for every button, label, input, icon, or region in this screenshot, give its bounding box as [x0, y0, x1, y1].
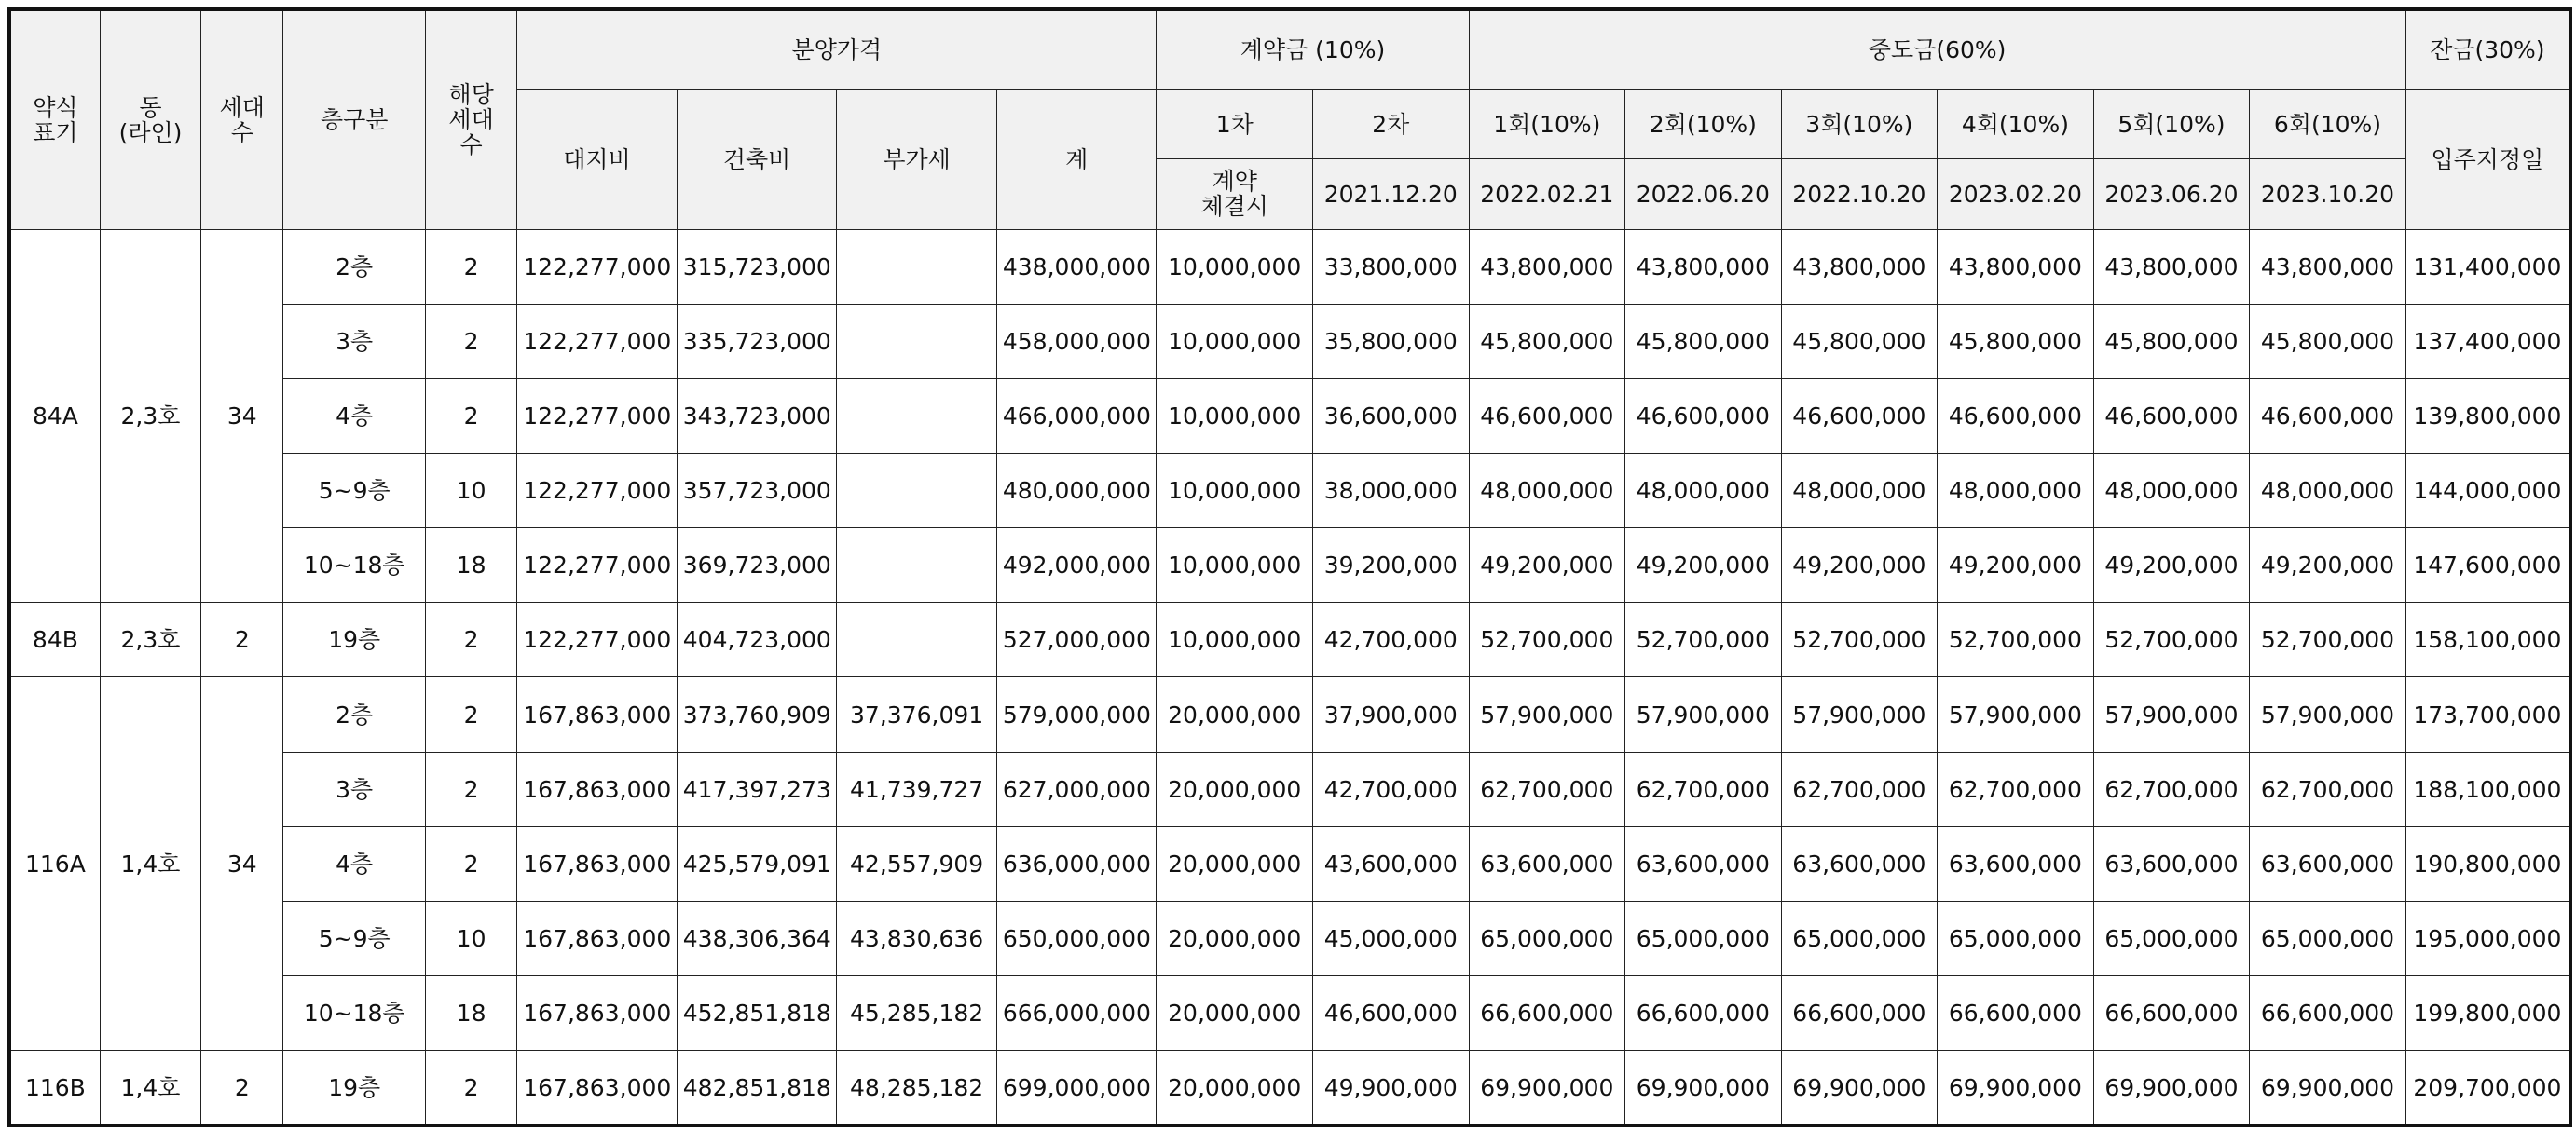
land-cell: 122,277,000	[517, 528, 678, 603]
unit-type-cell: 116B	[9, 1051, 100, 1125]
vat-cell	[837, 603, 997, 677]
header-floor: 층구분	[283, 9, 425, 229]
total-cell: 466,000,000	[996, 378, 1157, 453]
land-cell: 122,277,000	[517, 304, 678, 378]
units-cell: 2	[425, 826, 516, 901]
header-total: 계	[996, 89, 1157, 229]
building-cell: 482,851,818	[677, 1051, 837, 1125]
households-cell: 2	[201, 603, 283, 677]
m2-cell: 49,200,000	[1625, 528, 1782, 603]
dep1-cell: 20,000,000	[1157, 677, 1313, 752]
building-cell: 335,723,000	[677, 304, 837, 378]
m3-cell: 62,700,000	[1781, 752, 1938, 826]
m4-cell: 46,600,000	[1938, 378, 2094, 453]
header-building: 건축비	[677, 89, 837, 229]
floor-cell: 3층	[283, 752, 425, 826]
m3-cell: 63,600,000	[1781, 826, 1938, 901]
header-middle-payment: 중도금(60%)	[1469, 9, 2405, 89]
table-row	[9, 976, 2570, 1051]
dep1-cell: 20,000,000	[1157, 901, 1313, 975]
m2-cell: 45,800,000	[1625, 304, 1782, 378]
m6-cell: 57,900,000	[2250, 677, 2406, 752]
total-cell: 438,000,000	[996, 229, 1157, 304]
total-cell: 636,000,000	[996, 826, 1157, 901]
dep1-cell: 10,000,000	[1157, 378, 1313, 453]
header-middle-5: 5회(10%)	[2093, 89, 2250, 158]
m4-cell: 49,200,000	[1938, 528, 2094, 603]
land-cell: 167,863,000	[517, 901, 678, 975]
total-cell: 650,000,000	[996, 901, 1157, 975]
balance-cell: 158,100,000	[2405, 603, 2570, 677]
m4-cell: 52,700,000	[1938, 603, 2094, 677]
building-cell: 369,723,000	[677, 528, 837, 603]
m2-cell: 66,600,000	[1625, 976, 1782, 1051]
m3-cell: 69,900,000	[1781, 1051, 1938, 1125]
vat-cell	[837, 528, 997, 603]
m3-cell: 48,000,000	[1781, 453, 1938, 527]
vat-cell: 48,285,182	[837, 1051, 997, 1125]
m5-cell: 62,700,000	[2093, 752, 2250, 826]
balance-cell: 139,800,000	[2405, 378, 2570, 453]
dep2-cell: 46,600,000	[1313, 976, 1470, 1051]
dep1-cell: 10,000,000	[1157, 304, 1313, 378]
units-cell: 18	[425, 528, 516, 603]
units-cell: 2	[425, 229, 516, 304]
header-middle-3-date: 2022.10.20	[1781, 158, 1938, 229]
m3-cell: 45,800,000	[1781, 304, 1938, 378]
table-row	[9, 528, 2570, 603]
m2-cell: 46,600,000	[1625, 378, 1782, 453]
m5-cell: 63,600,000	[2093, 826, 2250, 901]
header-middle-6: 6회(10%)	[2250, 89, 2406, 158]
units-cell: 2	[425, 677, 516, 752]
m6-cell: 65,000,000	[2250, 901, 2406, 975]
m6-cell: 46,600,000	[2250, 378, 2406, 453]
dep1-cell: 20,000,000	[1157, 1051, 1313, 1125]
header-middle-2-date: 2022.06.20	[1625, 158, 1782, 229]
dong-cell: 2,3호	[100, 229, 200, 603]
balance-cell: 209,700,000	[2405, 1051, 2570, 1125]
units-cell: 2	[425, 603, 516, 677]
header-middle-5-date: 2023.06.20	[2093, 158, 2250, 229]
header-middle-1: 1회(10%)	[1469, 89, 1625, 158]
dep2-cell: 38,000,000	[1313, 453, 1470, 527]
m3-cell: 65,000,000	[1781, 901, 1938, 975]
m6-cell: 43,800,000	[2250, 229, 2406, 304]
building-cell: 452,851,818	[677, 976, 837, 1051]
units-cell: 2	[425, 378, 516, 453]
table-row	[9, 378, 2570, 453]
unit-type-cell: 84B	[9, 603, 100, 677]
m6-cell: 66,600,000	[2250, 976, 2406, 1051]
total-cell: 458,000,000	[996, 304, 1157, 378]
header-middle-3: 3회(10%)	[1781, 89, 1938, 158]
m1-cell: 49,200,000	[1469, 528, 1625, 603]
header-balance-when: 입주지정일	[2405, 89, 2570, 229]
m4-cell: 65,000,000	[1938, 901, 2094, 975]
table-row	[9, 229, 2570, 304]
units-cell: 10	[425, 901, 516, 975]
dep1-cell: 20,000,000	[1157, 752, 1313, 826]
building-cell: 404,723,000	[677, 603, 837, 677]
units-cell: 18	[425, 976, 516, 1051]
total-cell: 627,000,000	[996, 752, 1157, 826]
units-cell: 2	[425, 752, 516, 826]
balance-cell: 199,800,000	[2405, 976, 2570, 1051]
households-cell: 34	[201, 229, 283, 603]
m2-cell: 57,900,000	[1625, 677, 1782, 752]
m2-cell: 52,700,000	[1625, 603, 1782, 677]
balance-cell: 137,400,000	[2405, 304, 2570, 378]
floor-cell: 10~18층	[283, 976, 425, 1051]
header-middle-4-date: 2023.02.20	[1938, 158, 2094, 229]
building-cell: 417,397,273	[677, 752, 837, 826]
header-deposit-2: 2차	[1313, 89, 1470, 158]
balance-cell: 131,400,000	[2405, 229, 2570, 304]
total-cell: 480,000,000	[996, 453, 1157, 527]
unit-type-cell: 116A	[9, 677, 100, 1051]
m1-cell: 63,600,000	[1469, 826, 1625, 901]
header-middle-2: 2회(10%)	[1625, 89, 1782, 158]
total-cell: 492,000,000	[996, 528, 1157, 603]
table-row	[9, 901, 2570, 975]
m3-cell: 49,200,000	[1781, 528, 1938, 603]
total-cell: 579,000,000	[996, 677, 1157, 752]
m1-cell: 46,600,000	[1469, 378, 1625, 453]
m2-cell: 69,900,000	[1625, 1051, 1782, 1125]
floor-cell: 19층	[283, 1051, 425, 1125]
vat-cell: 41,739,727	[837, 752, 997, 826]
dep2-cell: 39,200,000	[1313, 528, 1470, 603]
m6-cell: 69,900,000	[2250, 1051, 2406, 1125]
dep2-cell: 42,700,000	[1313, 603, 1470, 677]
floor-cell: 5~9층	[283, 453, 425, 527]
m5-cell: 66,600,000	[2093, 976, 2250, 1051]
m5-cell: 65,000,000	[2093, 901, 2250, 975]
table-row	[9, 677, 2570, 752]
m6-cell: 62,700,000	[2250, 752, 2406, 826]
header-vat: 부가세	[837, 89, 997, 229]
land-cell: 122,277,000	[517, 453, 678, 527]
floor-cell: 10~18층	[283, 528, 425, 603]
m6-cell: 48,000,000	[2250, 453, 2406, 527]
balance-cell: 144,000,000	[2405, 453, 2570, 527]
header-middle-6-date: 2023.10.20	[2250, 158, 2406, 229]
m6-cell: 49,200,000	[2250, 528, 2406, 603]
m1-cell: 62,700,000	[1469, 752, 1625, 826]
header-middle-4: 4회(10%)	[1938, 89, 2094, 158]
m4-cell: 43,800,000	[1938, 229, 2094, 304]
balance-cell: 190,800,000	[2405, 826, 2570, 901]
m2-cell: 62,700,000	[1625, 752, 1782, 826]
dep1-cell: 10,000,000	[1157, 229, 1313, 304]
price-table-body	[9, 229, 2570, 1125]
vat-cell: 45,285,182	[837, 976, 997, 1051]
table-row	[9, 603, 2570, 677]
land-cell: 122,277,000	[517, 603, 678, 677]
m5-cell: 52,700,000	[2093, 603, 2250, 677]
m1-cell: 52,700,000	[1469, 603, 1625, 677]
dep2-cell: 45,000,000	[1313, 901, 1470, 975]
table-row	[9, 826, 2570, 901]
dep2-cell: 33,800,000	[1313, 229, 1470, 304]
m1-cell: 66,600,000	[1469, 976, 1625, 1051]
dep2-cell: 36,600,000	[1313, 378, 1470, 453]
vat-cell: 37,376,091	[837, 677, 997, 752]
m1-cell: 65,000,000	[1469, 901, 1625, 975]
vat-cell	[837, 304, 997, 378]
m6-cell: 52,700,000	[2250, 603, 2406, 677]
header-deposit-1-when: 계약 체결시	[1157, 158, 1313, 229]
dep2-cell: 35,800,000	[1313, 304, 1470, 378]
m6-cell: 63,600,000	[2250, 826, 2406, 901]
unit-type-cell: 84A	[9, 229, 100, 603]
land-cell: 167,863,000	[517, 677, 678, 752]
header-balance: 잔금(30%)	[2405, 9, 2570, 89]
m2-cell: 65,000,000	[1625, 901, 1782, 975]
land-cell: 167,863,000	[517, 752, 678, 826]
m3-cell: 52,700,000	[1781, 603, 1938, 677]
vat-cell	[837, 378, 997, 453]
m5-cell: 57,900,000	[2093, 677, 2250, 752]
m2-cell: 63,600,000	[1625, 826, 1782, 901]
m4-cell: 57,900,000	[1938, 677, 2094, 752]
m2-cell: 43,800,000	[1625, 229, 1782, 304]
floor-cell: 4층	[283, 826, 425, 901]
m4-cell: 48,000,000	[1938, 453, 2094, 527]
balance-cell: 188,100,000	[2405, 752, 2570, 826]
vat-cell: 42,557,909	[837, 826, 997, 901]
floor-cell: 2층	[283, 677, 425, 752]
header-type: 약식 표기	[9, 9, 100, 229]
m4-cell: 62,700,000	[1938, 752, 2094, 826]
dong-cell: 1,4호	[100, 677, 200, 1051]
header-households: 세대 수	[201, 9, 283, 229]
m5-cell: 49,200,000	[2093, 528, 2250, 603]
header-deposit: 계약금 (10%)	[1157, 9, 1469, 89]
m5-cell: 45,800,000	[2093, 304, 2250, 378]
header-dong: 동 (라인)	[100, 9, 200, 229]
land-cell: 167,863,000	[517, 976, 678, 1051]
header-land: 대지비	[517, 89, 678, 229]
m3-cell: 66,600,000	[1781, 976, 1938, 1051]
dep2-cell: 37,900,000	[1313, 677, 1470, 752]
m5-cell: 46,600,000	[2093, 378, 2250, 453]
m1-cell: 69,900,000	[1469, 1051, 1625, 1125]
dep1-cell: 20,000,000	[1157, 826, 1313, 901]
table-row	[9, 1051, 2570, 1125]
header-sale-price: 분양가격	[517, 9, 1157, 89]
m2-cell: 48,000,000	[1625, 453, 1782, 527]
m5-cell: 48,000,000	[2093, 453, 2250, 527]
floor-cell: 2층	[283, 229, 425, 304]
vat-cell	[837, 229, 997, 304]
total-cell: 666,000,000	[996, 976, 1157, 1051]
m3-cell: 57,900,000	[1781, 677, 1938, 752]
dep1-cell: 20,000,000	[1157, 976, 1313, 1051]
table-row	[9, 752, 2570, 826]
dong-cell: 1,4호	[100, 1051, 200, 1125]
balance-cell: 147,600,000	[2405, 528, 2570, 603]
building-cell: 373,760,909	[677, 677, 837, 752]
dep2-cell: 42,700,000	[1313, 752, 1470, 826]
table-row	[9, 304, 2570, 378]
building-cell: 343,723,000	[677, 378, 837, 453]
dep2-cell: 49,900,000	[1313, 1051, 1470, 1125]
m3-cell: 43,800,000	[1781, 229, 1938, 304]
m4-cell: 63,600,000	[1938, 826, 2094, 901]
m6-cell: 45,800,000	[2250, 304, 2406, 378]
balance-cell: 173,700,000	[2405, 677, 2570, 752]
table-row	[9, 453, 2570, 527]
dep1-cell: 10,000,000	[1157, 528, 1313, 603]
land-cell: 167,863,000	[517, 826, 678, 901]
households-cell: 2	[201, 1051, 283, 1125]
units-cell: 10	[425, 453, 516, 527]
households-cell: 34	[201, 677, 283, 1051]
building-cell: 425,579,091	[677, 826, 837, 901]
header-row-1	[9, 9, 2570, 89]
building-cell: 357,723,000	[677, 453, 837, 527]
m1-cell: 57,900,000	[1469, 677, 1625, 752]
land-cell: 122,277,000	[517, 229, 678, 304]
balance-cell: 195,000,000	[2405, 901, 2570, 975]
floor-cell: 19층	[283, 603, 425, 677]
units-cell: 2	[425, 1051, 516, 1125]
building-cell: 315,723,000	[677, 229, 837, 304]
dep2-cell: 43,600,000	[1313, 826, 1470, 901]
m4-cell: 45,800,000	[1938, 304, 2094, 378]
land-cell: 122,277,000	[517, 378, 678, 453]
m3-cell: 46,600,000	[1781, 378, 1938, 453]
floor-cell: 3층	[283, 304, 425, 378]
m1-cell: 43,800,000	[1469, 229, 1625, 304]
header-middle-1-date: 2022.02.21	[1469, 158, 1625, 229]
header-deposit-2-date: 2021.12.20	[1313, 158, 1470, 229]
dong-cell: 2,3호	[100, 603, 200, 677]
dep1-cell: 10,000,000	[1157, 453, 1313, 527]
header-deposit-1: 1차	[1157, 89, 1313, 158]
m1-cell: 48,000,000	[1469, 453, 1625, 527]
land-cell: 167,863,000	[517, 1051, 678, 1125]
m4-cell: 69,900,000	[1938, 1051, 2094, 1125]
floor-cell: 5~9층	[283, 901, 425, 975]
header-units: 해당 세대 수	[425, 9, 516, 229]
floor-cell: 4층	[283, 378, 425, 453]
vat-cell	[837, 453, 997, 527]
total-cell: 527,000,000	[996, 603, 1157, 677]
m5-cell: 43,800,000	[2093, 229, 2250, 304]
m5-cell: 69,900,000	[2093, 1051, 2250, 1125]
dep1-cell: 10,000,000	[1157, 603, 1313, 677]
total-cell: 699,000,000	[996, 1051, 1157, 1125]
building-cell: 438,306,364	[677, 901, 837, 975]
m1-cell: 45,800,000	[1469, 304, 1625, 378]
sale-price-table	[7, 7, 2572, 1127]
units-cell: 2	[425, 304, 516, 378]
m4-cell: 66,600,000	[1938, 976, 2094, 1051]
vat-cell: 43,830,636	[837, 901, 997, 975]
